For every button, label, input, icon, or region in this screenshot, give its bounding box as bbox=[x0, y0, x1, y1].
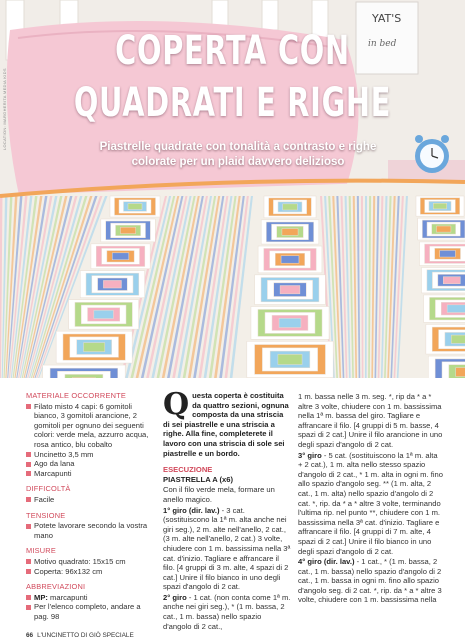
instruction-paragraph: Con il filo verde mela, formare un anello magico. bbox=[163, 485, 275, 504]
abbreviations-item: MP: marcapunti bbox=[26, 593, 150, 603]
difficulty-item: Facile bbox=[26, 495, 150, 505]
abbreviations-item: Per l'elenco completo, andare a pag. 98 bbox=[26, 602, 150, 621]
instructions-column-2 bbox=[298, 391, 443, 605]
materials-list bbox=[26, 402, 150, 479]
magazine-name: L'UNCINETTO DI GIÒ SPECIALE bbox=[37, 632, 134, 639]
materials-item: Filato misto 4 capi: 6 gomitoli bianco, 3 gomitoli arancione, 2 gomitoli per ognuno dei seguenti colori: verde mela, azzurro acqua, rosa antico, blu cobalto bbox=[26, 402, 150, 450]
crochet-tile bbox=[418, 218, 465, 240]
materials-item: Uncinetto 3,5 mm bbox=[26, 450, 150, 460]
materials-item: Ago da lana bbox=[26, 459, 150, 469]
subtitle: Piastrelle quadrate con tonalità a contrasto e righe colorate per un plaid davvero delizioso bbox=[99, 141, 377, 168]
svg-text:YAT'S: YAT'S bbox=[372, 12, 402, 25]
execution-heading: ESECUZIONE bbox=[163, 465, 213, 475]
sizes-heading: MISURE bbox=[26, 546, 56, 556]
materials-heading: MATERIALE OCCORRENTE bbox=[26, 391, 126, 400]
intro-paragraph bbox=[163, 387, 291, 458]
svg-text:in bed: in bed bbox=[368, 39, 397, 49]
title-line-2: QUADRATI E RIGHE bbox=[73, 80, 392, 126]
crochet-tile bbox=[91, 244, 150, 269]
materials-item: Marcapunti bbox=[26, 469, 150, 479]
title-line-1: COPERTA CON bbox=[115, 28, 350, 74]
crochet-tile bbox=[416, 196, 464, 216]
drop-cap: Q bbox=[163, 387, 190, 422]
crochet-tile bbox=[264, 196, 316, 218]
crochet-tile bbox=[424, 295, 465, 322]
photo-credit: LOCATION: MARGHERITA MEDIA KIDS bbox=[2, 68, 7, 150]
tile-a-heading: PIASTRELLA A (x6) bbox=[163, 474, 234, 484]
page-footer bbox=[26, 632, 134, 639]
crochet-tile bbox=[426, 324, 465, 354]
crochet-tile bbox=[420, 242, 465, 266]
crochet-tile bbox=[428, 356, 465, 378]
difficulty-heading: DIFFICOLTÀ bbox=[26, 484, 71, 494]
sizes-item: Motivo quadrato: 15x15 cm bbox=[26, 557, 150, 567]
instruction-paragraph: 3° giro - 5 cat. (sostituiscono la 1ª m. alta + 2 cat.), 1 m. alta nello stesso spazio d'angolo di 2 cat., * 1 m. alta in ogni m. fino allo spazio d'angolo seg. ** (1 m. alta, 2 cat., 1 m. alta) nello spazio d'angolo di 2 cat. *, rip. da * a * altre 3 volte, terminando l'ultima rip. nel punto **, chiudere con 1 m. bassissima nella 3ª cat. d'inizio. Tagliare e affrancare il filo. [4 gruppi di 7 m. alte, 4 spazi di 2 cat.] Unire il filo bianco in uno degli spazi d'angolo di 2 cat. bbox=[298, 450, 443, 556]
crochet-tile bbox=[110, 196, 160, 217]
instructions-column-1 bbox=[163, 387, 291, 631]
crochet-tile bbox=[422, 268, 465, 293]
tension-heading: TENSIONE bbox=[26, 510, 66, 520]
materials-column bbox=[26, 391, 150, 621]
instruction-paragraph: 4° giro (dir. lav.) - 1 cat., * (1 m. bassa, 2 cat., 1 m. bassa) nello spazio d'angolo di 2 cat., 1 m. bassa in ogni m. fino allo spazio d'angolo seg. di 2 cat. *, rip. da * a * altre 3 volte, chiudere con 1 m. bassissima nella bbox=[298, 557, 442, 605]
instruction-paragraph: 2° giro - 1 cat. (non conta come 1ª m. anche nei giri seg.), * (1 m. bassa, 2 cat., 1 m. bassa) nello spazio d'angolo di 2 cat., bbox=[163, 592, 291, 631]
crochet-tile bbox=[69, 300, 139, 329]
intro-text: uesta coperta è costituita da quattro sezioni, ognuna composta da una striscia di sei piastrelle e una striscia a righe. Alla fine, completerete il lavoro con una striscia di sole sei piastrelle e un bordo. bbox=[163, 391, 289, 458]
crochet-tile bbox=[261, 220, 319, 244]
sizes-item: Coperta: 96x132 cm bbox=[26, 567, 150, 577]
crochet-tile bbox=[255, 275, 326, 305]
instruction-paragraph: 1 m. bassa nelle 3 m. seg. *, rip da * a * altre 3 volte, chiudere con 1 m. bassissima nella 1ª m. bassa del giro. Tagliare e affrancare il filo. [4 gruppi di 5 m. basse, 4 spazi di 2 cat.] Unire il filo arancione in uno degli spazi d'angolo di 2 cat. bbox=[298, 392, 443, 449]
crochet-tile bbox=[101, 219, 155, 242]
instruction-paragraph: 1° giro (dir. lav.) - 3 cat. (sostituiscono la 1ª m. alta anche nei giri seg.), 2 m. alte nell'anello, 2 cat., (3 m. alte nell'anello, 2 cat.) 3 volte, chiudere con 1 m. bassissima nella 3ª cat. d'inizio. Tagliare e affrancare il filo. [4 gruppi di 3 m. alte, 4 spazi di 2 cat.] Unire il filo bianco in uno degli spazi d'angolo di 2 cat. bbox=[163, 505, 291, 592]
crochet-tile bbox=[56, 331, 132, 363]
abbreviations-heading: ABBREVIAZIONI bbox=[26, 582, 86, 592]
crochet-tile bbox=[247, 341, 333, 377]
page-number: 66 bbox=[26, 632, 34, 639]
crochet-tile bbox=[251, 307, 329, 340]
crochet-tile bbox=[80, 271, 144, 298]
tension-item: Potete lavorare secondo la vostra mano bbox=[26, 521, 150, 540]
crochet-tile bbox=[258, 246, 322, 273]
crochet-tile bbox=[43, 365, 126, 378]
